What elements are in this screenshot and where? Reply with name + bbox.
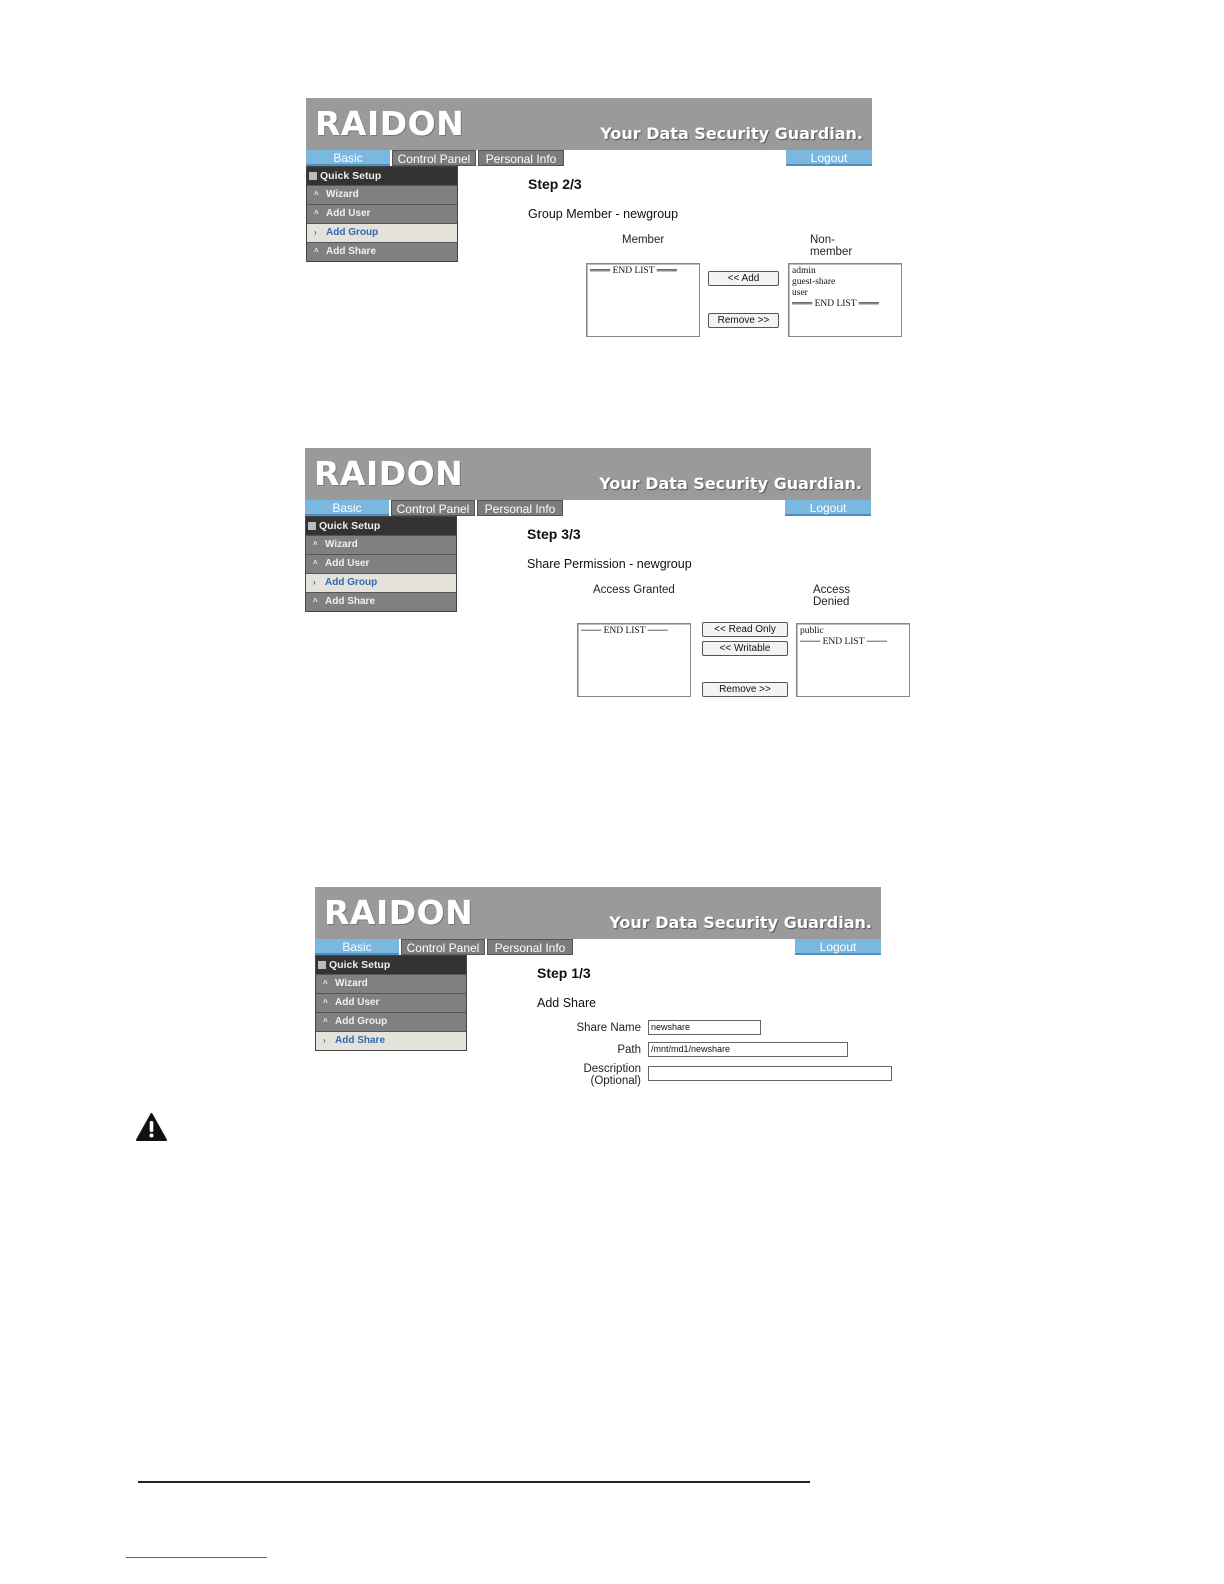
step-title: Step 3/3 <box>527 526 581 542</box>
chevron-up-icon: ^ <box>323 979 328 988</box>
sidebar-item-label: Add User <box>335 997 380 1008</box>
sidebar-item-add-group[interactable] <box>316 1012 466 1031</box>
nav-bar <box>305 500 871 516</box>
chevron-up-icon: ^ <box>323 998 328 1007</box>
tab-personal-info[interactable]: Personal Info <box>487 939 573 955</box>
sidebar-header-label: Quick Setup <box>319 520 381 532</box>
sidebar-item-label: Add Share <box>325 596 376 607</box>
sidebar-item-wizard[interactable] <box>316 974 466 993</box>
sidebar-item-label: Add Group <box>325 577 378 588</box>
logout-button[interactable]: Logout <box>785 500 871 516</box>
list-item[interactable]: admin <box>792 266 816 276</box>
sidebar-item-add-share[interactable] <box>316 1031 466 1050</box>
header-banner <box>305 448 871 500</box>
screenshot-share-permission <box>305 448 887 695</box>
member-header: Member <box>622 234 665 246</box>
path-input[interactable]: /mnt/md1/newshare <box>648 1042 848 1057</box>
list-item[interactable]: guest-share <box>792 277 836 287</box>
sidebar-item-add-user[interactable] <box>307 204 457 223</box>
page-subtitle: Share Permission - newgroup <box>527 557 692 571</box>
chevron-up-icon: ^ <box>314 190 319 199</box>
access-granted-header: Access Granted <box>593 584 675 596</box>
description-label-line1: Description <box>583 1063 641 1075</box>
tab-control-panel[interactable]: Control Panel <box>401 939 485 955</box>
nav-bar <box>315 939 881 955</box>
sidebar-item-add-user[interactable] <box>316 993 466 1012</box>
sidebar-item-label: Add Group <box>326 227 379 238</box>
sidebar-item-label: Wizard <box>325 539 358 550</box>
chevron-up-icon: ^ <box>313 559 318 568</box>
sidebar-item-label: Add Share <box>335 1035 386 1046</box>
screenshot-group-member <box>306 98 879 326</box>
tab-basic[interactable]: Basic <box>315 939 399 955</box>
sidebar-header[interactable] <box>316 956 466 974</box>
sidebar-header[interactable] <box>306 517 456 535</box>
chevron-right-icon: › <box>314 228 317 237</box>
list-item[interactable]: ─── END LIST ─── <box>800 637 887 647</box>
tab-personal-info[interactable]: Personal Info <box>477 500 563 516</box>
step-title: Step 2/3 <box>528 176 582 192</box>
chevron-right-icon: › <box>313 578 316 587</box>
sidebar-item-add-group[interactable] <box>307 223 457 242</box>
nonmember-listbox[interactable] <box>788 263 902 337</box>
sidebar-header-label: Quick Setup <box>320 170 382 182</box>
tagline: Your Data Security Guardian. <box>609 913 872 932</box>
sidebar-item-wizard[interactable] <box>306 535 456 554</box>
nav-bar <box>306 150 872 166</box>
path-label: Path <box>617 1044 641 1056</box>
sidebar-item-wizard[interactable] <box>307 185 457 204</box>
share-name-input[interactable]: newshare <box>648 1020 761 1035</box>
tab-personal-info[interactable]: Personal Info <box>478 150 564 166</box>
chevron-up-icon: ^ <box>313 597 318 606</box>
tab-control-panel[interactable]: Control Panel <box>391 500 475 516</box>
sidebar-item-label: Add User <box>326 208 371 219</box>
logout-button[interactable]: Logout <box>786 150 872 166</box>
sidebar-item-add-share[interactable] <box>306 592 456 611</box>
collapse-icon <box>308 522 316 530</box>
member-listbox[interactable] <box>586 263 700 337</box>
warning-icon <box>136 1113 167 1147</box>
list-item[interactable]: user <box>792 288 808 298</box>
collapse-icon <box>318 961 326 969</box>
access-denied-header: Access Denied <box>813 584 851 608</box>
description-input[interactable] <box>648 1066 892 1081</box>
access-granted-listbox[interactable] <box>577 623 691 697</box>
sidebar-header[interactable] <box>307 167 457 185</box>
sidebar-item-label: Wizard <box>335 978 368 989</box>
tagline: Your Data Security Guardian. <box>600 124 863 143</box>
header-banner <box>315 887 881 939</box>
screenshot-add-share <box>315 887 881 1087</box>
description-label-line2: (Optional) <box>590 1075 641 1087</box>
header-banner <box>306 98 872 150</box>
tab-basic[interactable]: Basic <box>306 150 390 166</box>
sidebar-item-add-share[interactable] <box>307 242 457 261</box>
raidon-logo: RAIDON <box>315 104 465 143</box>
chevron-right-icon: › <box>323 1036 326 1045</box>
logout-button[interactable]: Logout <box>795 939 881 955</box>
raidon-logo: RAIDON <box>324 893 474 932</box>
add-member-button[interactable]: << Add <box>708 271 779 286</box>
remove-permission-button[interactable]: Remove >> <box>702 682 788 697</box>
sidebar <box>305 516 457 612</box>
page-subtitle: Add Share <box>537 996 597 1010</box>
sidebar-item-add-group[interactable] <box>306 573 456 592</box>
description-label <box>547 1063 641 1087</box>
sidebar-item-label: Add Share <box>326 246 377 257</box>
sidebar-item-label: Add User <box>325 558 370 569</box>
step-title: Step 1/3 <box>537 965 591 981</box>
chevron-up-icon: ^ <box>314 247 319 256</box>
access-denied-listbox[interactable] <box>796 623 910 697</box>
read-only-button[interactable]: << Read Only <box>702 622 788 637</box>
nonmember-header: Non-member <box>810 234 853 258</box>
writable-button[interactable]: << Writable <box>702 641 788 656</box>
sidebar-header-label: Quick Setup <box>329 959 391 971</box>
footer-divider <box>138 1481 810 1483</box>
remove-member-button[interactable]: Remove >> <box>708 313 779 328</box>
sidebar <box>315 955 467 1051</box>
list-item[interactable]: ─── END LIST ─── <box>581 626 668 636</box>
sidebar-item-label: Add Group <box>335 1016 388 1027</box>
chevron-up-icon: ^ <box>313 540 318 549</box>
footer-link-underline <box>126 1557 267 1558</box>
share-name-label: Share Name <box>576 1022 641 1034</box>
list-item[interactable]: public <box>800 626 824 636</box>
chevron-up-icon: ^ <box>314 209 319 218</box>
chevron-up-icon: ^ <box>323 1017 328 1026</box>
tagline: Your Data Security Guardian. <box>599 474 862 493</box>
list-item[interactable]: ═══ END LIST ═══ <box>590 266 677 276</box>
tab-control-panel[interactable]: Control Panel <box>392 150 476 166</box>
sidebar <box>306 166 458 262</box>
list-item[interactable]: ═══ END LIST ═══ <box>792 299 879 309</box>
sidebar-item-add-user[interactable] <box>306 554 456 573</box>
page-subtitle: Group Member - newgroup <box>528 207 679 221</box>
raidon-logo: RAIDON <box>314 454 464 493</box>
sidebar-item-label: Wizard <box>326 189 359 200</box>
tab-basic[interactable]: Basic <box>305 500 389 516</box>
collapse-icon <box>309 172 317 180</box>
